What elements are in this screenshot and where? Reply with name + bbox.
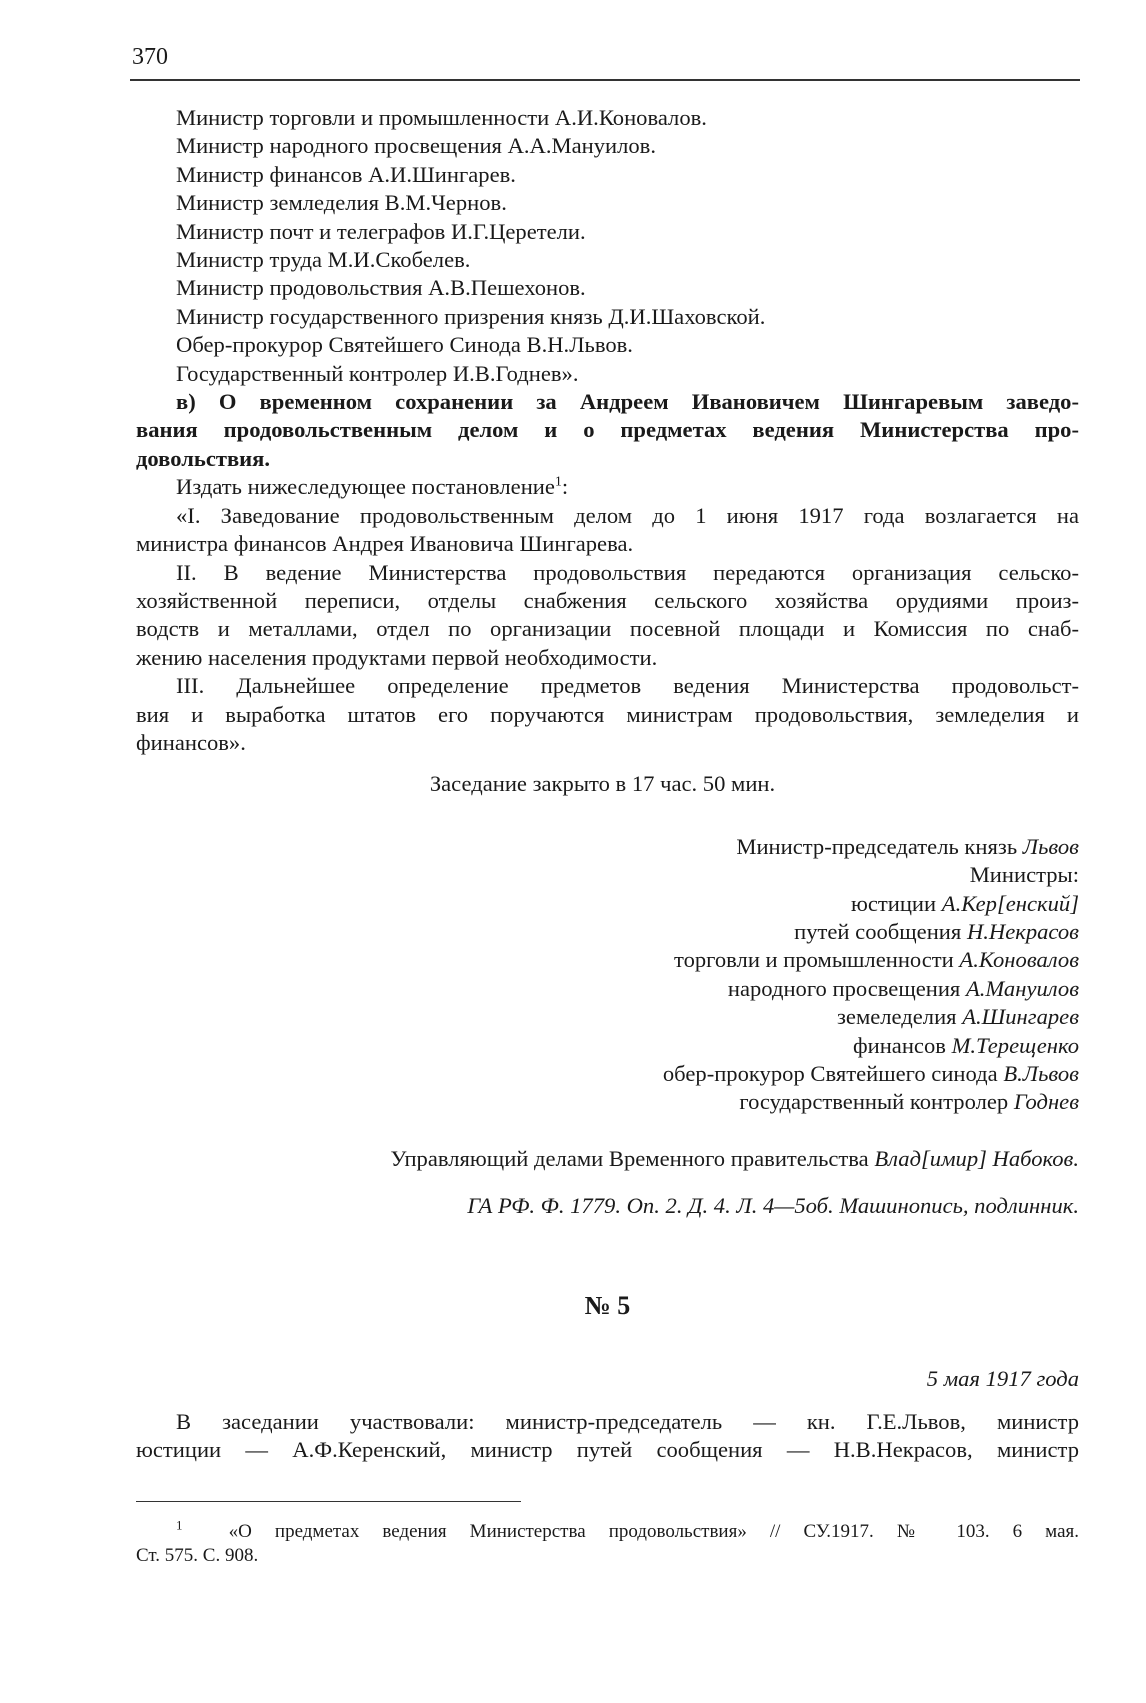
signature-role: государственный контролер: [739, 1089, 1009, 1115]
minister-line: Министр труда М.И.Скобелев.: [176, 247, 471, 273]
minister-line: Министр народного просвещения А.А.Мануилов.: [176, 133, 656, 159]
minister-line: Обер-прокурор Святейшего Синода В.Н.Львов.: [176, 332, 633, 358]
signature-name: М.Терещенко: [951, 1032, 1079, 1058]
signature-name: Львов: [1022, 833, 1079, 859]
signature-line: [136, 975, 1079, 1003]
manager-role: Управляющий делами Временного правительства: [390, 1145, 869, 1171]
resolution-point-3: [136, 672, 1079, 757]
signature-name: Н.Некрасов: [966, 918, 1079, 944]
participants-line: юстиции — А.Ф.Керенский, министр путей сообщения — Н.В.Некрасов, министр: [136, 1437, 1079, 1463]
point-line: II. В ведение Министерства продовольствия передаются организация сельско-: [176, 559, 1079, 585]
signature-role: обер-прокурор Святейшего синода: [662, 1061, 998, 1086]
signature-line: [136, 918, 1079, 946]
manager-signature: [136, 1145, 1079, 1173]
point-line: министра финансов Андрея Ивановича Шингарева.: [136, 531, 634, 557]
point-line: водств и металлами, отдел по организации посевной площади и Комиссия по снаб-: [136, 616, 1079, 642]
point-line: вия и выработка штатов его поручаются министрам продовольствия, земледелия и: [136, 701, 1079, 727]
footnote-rule: [136, 1501, 521, 1502]
signature-name: В.Львов: [1003, 1061, 1079, 1086]
footnote-line: [136, 1517, 1080, 1544]
signature-role: земеледелия: [837, 1004, 957, 1030]
header-rule: [130, 79, 1080, 81]
signature-line: [136, 833, 1079, 861]
signature-name: А.Коновалов: [959, 947, 1079, 973]
minister-line: Министр государственного призрения князь Д.И.Шаховской.: [176, 303, 766, 329]
meeting-closed: Заседание закрыто в 17 час. 50 мин.: [429, 771, 776, 797]
minister-line: Государственный контролер И.В.Годнев».: [176, 360, 579, 386]
resolution-intro-text: Издать нижеследующее постановление: [176, 474, 555, 500]
footnote: [136, 1517, 1080, 1568]
signature-role: народного просвещения: [727, 975, 961, 1001]
resolution-point-1: [136, 502, 1079, 559]
signature-role: юстиции: [850, 890, 937, 916]
section-heading: [136, 388, 1079, 473]
ministers-list: [136, 104, 1079, 388]
signature-name: А.Шингарев: [962, 1004, 1079, 1030]
minister-line: Министр земледелия В.М.Чернов.: [176, 190, 507, 216]
document-date: 5 мая 1917 года: [926, 1365, 1079, 1391]
signature-line: [136, 890, 1079, 918]
point-line: III. Дальнейшее определение предметов ведения Министерства продовольст-: [176, 673, 1079, 699]
resolution-point-2: [136, 559, 1079, 673]
participants-paragraph: [136, 1408, 1079, 1465]
signature-line: [136, 1060, 1079, 1088]
signature-name: А.Кер[енский]: [941, 890, 1079, 916]
minister-line: Министр почт и телеграфов И.Г.Церетели.: [176, 218, 586, 244]
signature-line: [136, 1088, 1079, 1116]
signatures-block: [136, 833, 1079, 1117]
signature-name: А.Мануилов: [965, 975, 1079, 1001]
point-line: «I. Заведование продовольственным делом до 1 июня 1917 года возлагается на: [176, 502, 1079, 528]
signature-role: Министр-председатель князь: [736, 833, 1018, 859]
minister-line: Министр продовольствия А.В.Пешехонов.: [176, 275, 586, 301]
signature-line: [136, 1032, 1079, 1060]
resolution-intro-colon: :: [561, 474, 569, 500]
footnote-line: Ст. 575. С. 908.: [136, 1545, 259, 1566]
manager-name: Влад[имир] Набоков.: [874, 1145, 1079, 1171]
participants-line: В заседании участвовали: министр-председатель — кн. Г.Е.Львов, министр: [176, 1409, 1079, 1435]
resolution-intro: [136, 473, 1079, 501]
signature-role: путей сообщения: [794, 918, 962, 944]
signature-role: Министры:: [969, 862, 1079, 888]
minister-line: Министр торговли и промышленности А.И.Коновалов.: [176, 105, 707, 130]
signature-line: [136, 946, 1079, 974]
signature-role: финансов: [852, 1032, 946, 1058]
point-line: финансов».: [136, 729, 246, 755]
signature-role: торговли и промышленности: [674, 947, 954, 973]
main-text: [136, 104, 1079, 1465]
signature-line: [136, 1003, 1079, 1031]
minister-line: Министр финансов А.И.Шингарев.: [176, 161, 516, 187]
heading-line: в) О временном сохранении за Андреем Ивановичем Шингаревым заведо-: [176, 389, 1079, 415]
point-line: жению населения продуктами первой необходимости.: [136, 644, 658, 670]
footnote-mark: 1: [176, 1517, 183, 1533]
archive-source: ГА РФ. Ф. 1779. Оп. 2. Д. 4. Л. 4—5об. Машинопись, подлинник.: [467, 1193, 1079, 1219]
signature-line: [136, 861, 1079, 889]
point-line: хозяйственной переписи, отделы снабжения сельского хозяйства орудиями произ-: [136, 587, 1079, 613]
page-number: 370: [132, 44, 168, 70]
heading-line: вания продовольственным делом и о предметах ведения Министерства про-: [136, 417, 1079, 443]
heading-line: довольствия.: [136, 445, 271, 471]
document-number: № 5: [584, 1290, 631, 1320]
signature-name: Годнев: [1013, 1089, 1079, 1115]
footnote-ref: 1: [554, 474, 562, 490]
footnote-text: «О предметах ведения Министерства продовольствия» // СУ.1917. № 103. 6 мая.: [228, 1521, 1080, 1542]
